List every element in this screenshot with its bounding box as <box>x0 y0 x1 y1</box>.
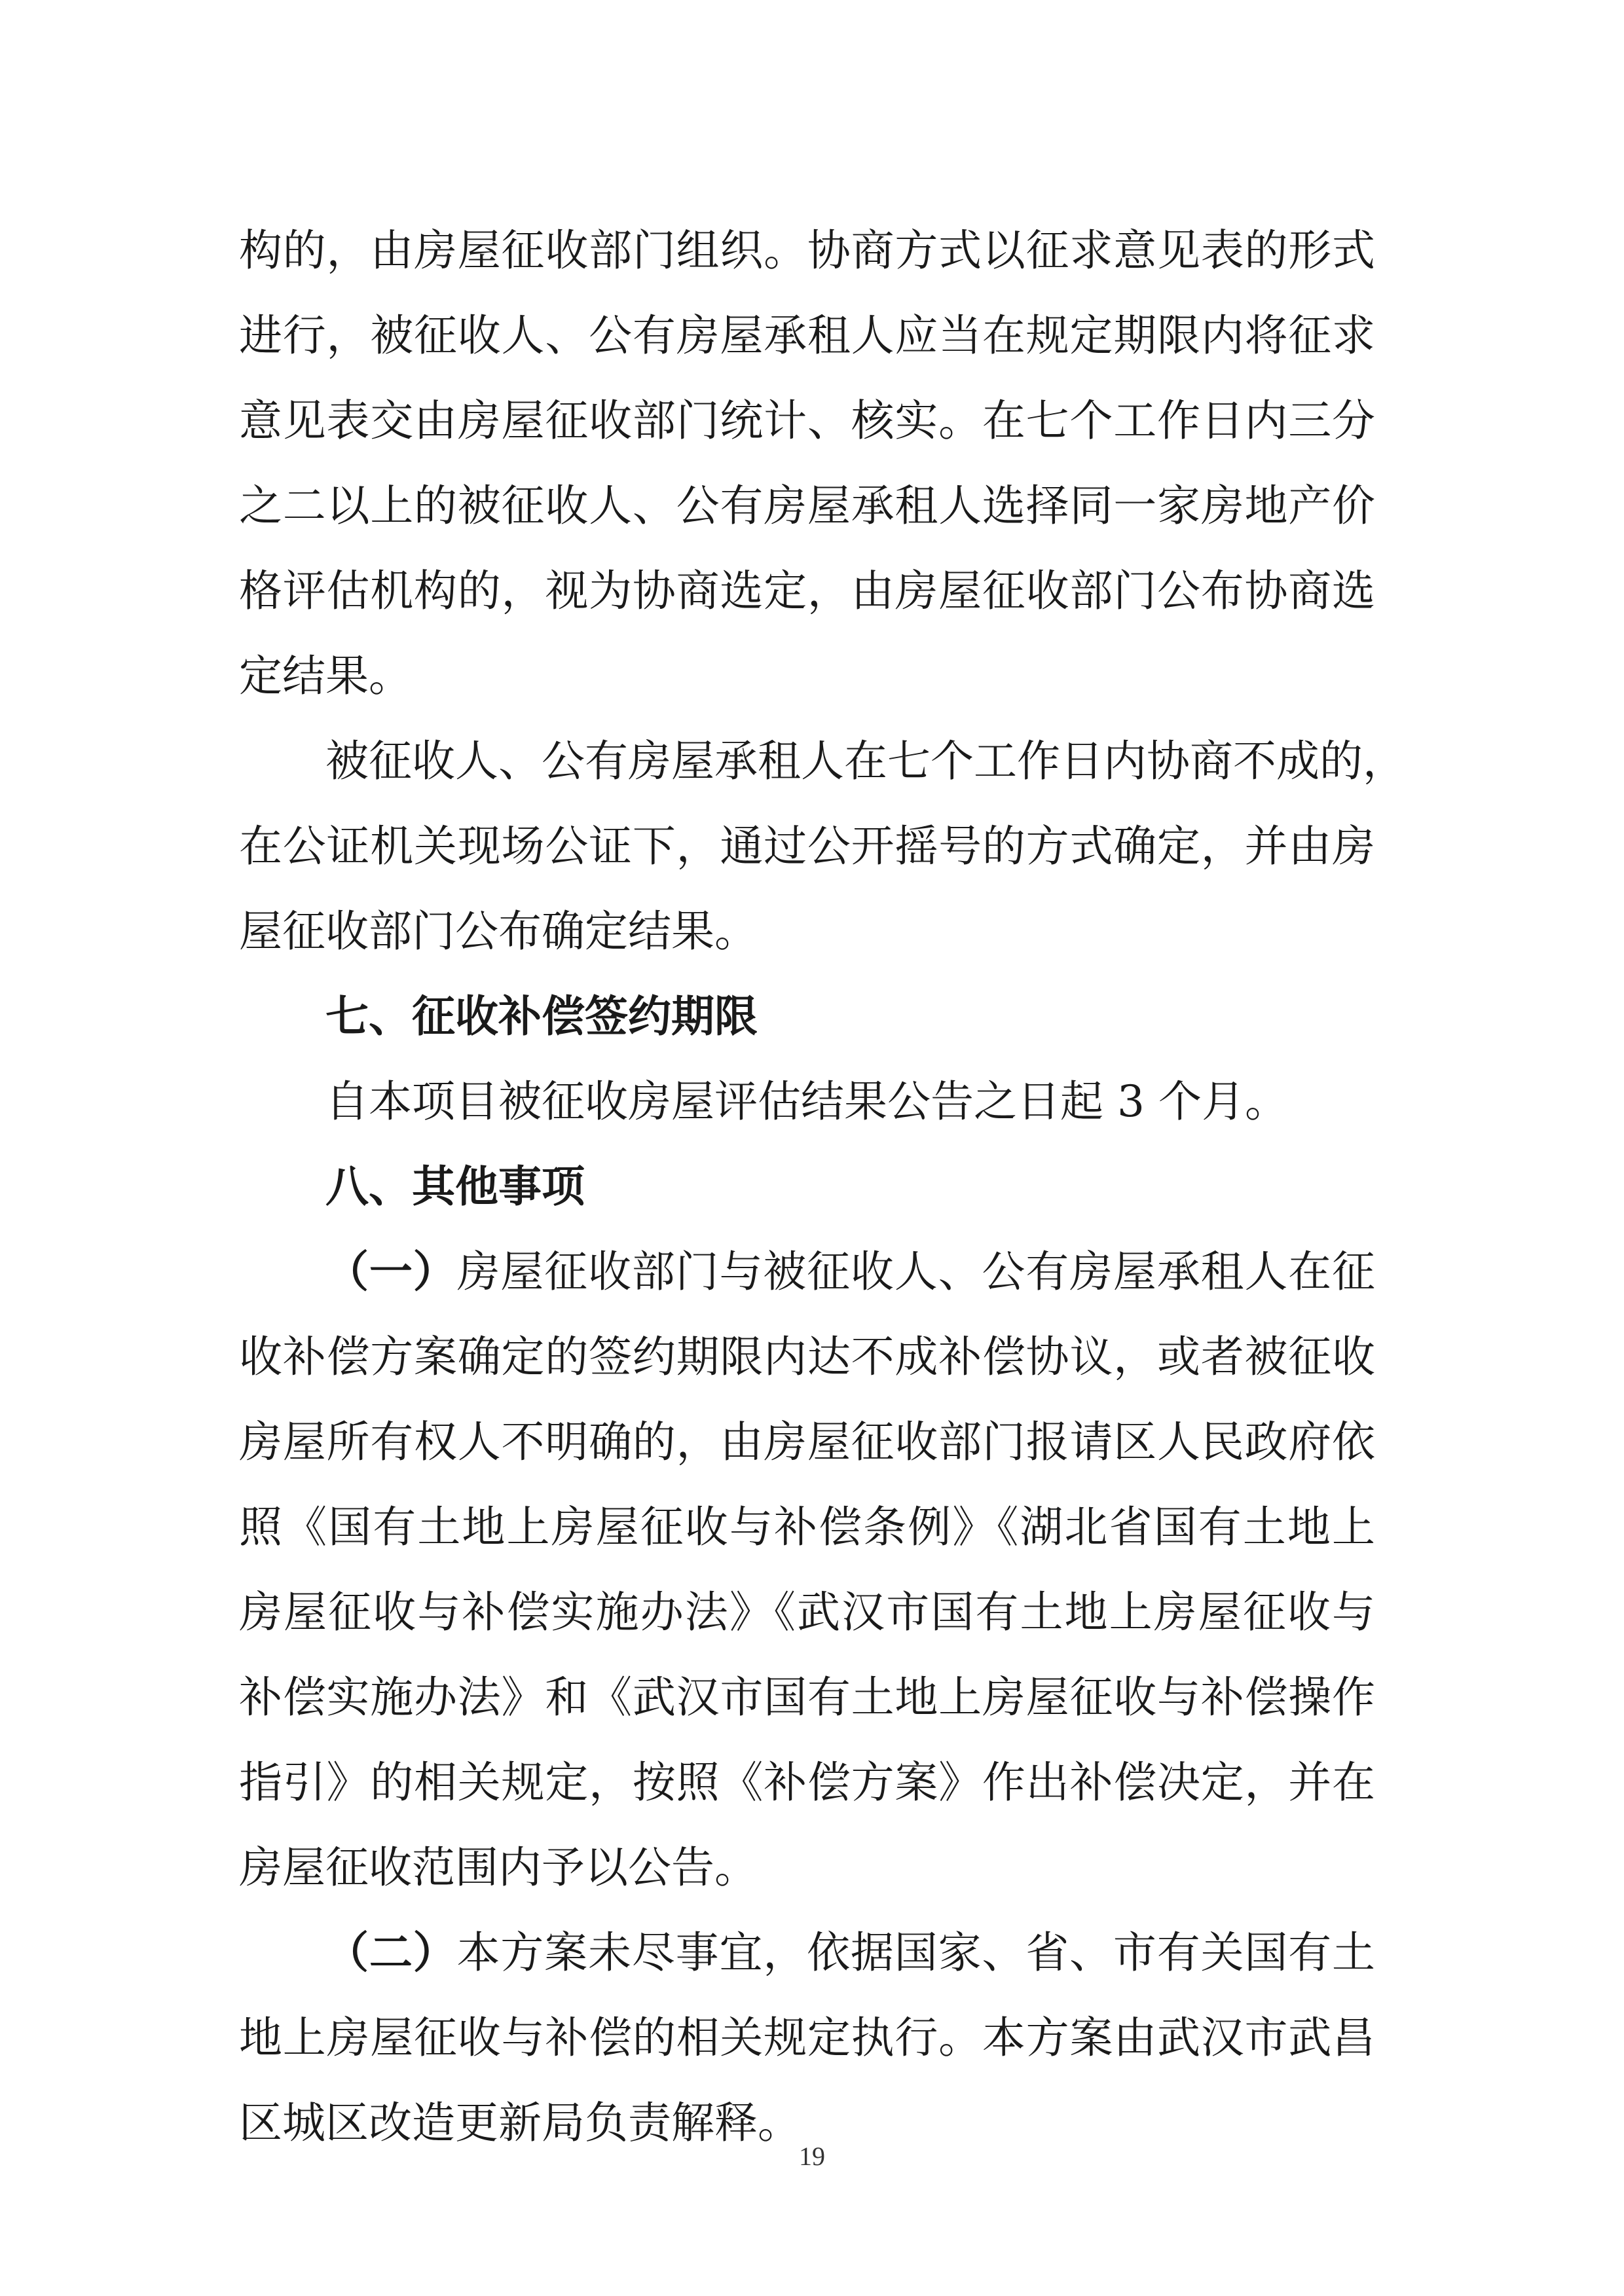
text-line: 在公证机关现场公证下，通过公开摇号的方式确定，并由房 <box>239 821 1375 871</box>
text-line: 房屋所有权人不明确的，由房屋征收部门报请区人民政府依 <box>239 1417 1375 1467</box>
item-text: 本方案未尽事宜，依据国家、省、市有关国有土 <box>456 1927 1376 1978</box>
text-line: 定结果。 <box>239 651 412 701</box>
item-first-line <box>239 1230 1375 1315</box>
section-text: 自本项目被征收房屋评估结果公告之日起 3 个月。 <box>325 1076 1288 1127</box>
body-text <box>239 208 1406 2166</box>
section-8-item-1 <box>239 1230 1375 1910</box>
text-line: 房屋征收与补偿实施办法》《武汉市国有土地上房屋征收与 <box>239 1587 1375 1637</box>
section-8-item-2 <box>239 1910 1375 2166</box>
text-line: 指引》的相关规定，按照《补偿方案》作出补偿决定，并在 <box>239 1757 1375 1808</box>
text-line: 之二以上的被征收人、公有房屋承租人选择同一家房地产价 <box>239 481 1375 531</box>
text-line: 收补偿方案确定的签约期限内达不成补偿协议，或者被征收 <box>239 1332 1375 1382</box>
section-heading: 七、征收补偿签约期限 <box>325 991 758 1042</box>
text-line: 构的，由房屋征收部门组织。协商方式以征求意见表的形式 <box>239 225 1375 276</box>
text-line: 进行，被征收人、公有房屋承租人应当在规定期限内将征求 <box>239 310 1375 361</box>
text-line: 照《国有土地上房屋征收与补偿条例》《湖北省国有土地上 <box>239 1502 1375 1552</box>
paragraph-1 <box>239 208 1375 719</box>
item-first-line <box>239 1910 1375 1995</box>
text-line: 区城区改造更新局负责解释。 <box>239 2098 801 2148</box>
section-heading: 八、其他事项 <box>325 1161 585 1212</box>
text-line: 被征收人、公有房屋承租人在七个工作日内协商不成的， <box>325 736 1406 786</box>
item-label: （二） <box>325 1927 457 1978</box>
item-text: 房屋征收部门与被征收人、公有房屋承租人在征 <box>456 1247 1376 1297</box>
text-line: 意见表交由房屋征收部门统计、核实。在七个工作日内三分 <box>239 395 1375 446</box>
text-line: 屋征收部门公布确定结果。 <box>239 906 758 957</box>
text-line: 房屋征收范围内予以公告。 <box>239 1842 758 1893</box>
text-line: 补偿实施办法》和《武汉市国有土地上房屋征收与补偿操作 <box>239 1672 1375 1722</box>
text-line: 地上房屋征收与补偿的相关规定执行。本方案由武汉市武昌 <box>239 2013 1375 2063</box>
paragraph-2 <box>239 719 1406 974</box>
item-label: （一） <box>325 1247 457 1297</box>
text-line: 格评估机构的，视为协商选定，由房屋征收部门公布协商选 <box>239 566 1375 616</box>
page-number: 19 <box>799 2141 825 2171</box>
section-7 <box>239 974 1375 1144</box>
section-8 <box>239 1144 1375 2166</box>
